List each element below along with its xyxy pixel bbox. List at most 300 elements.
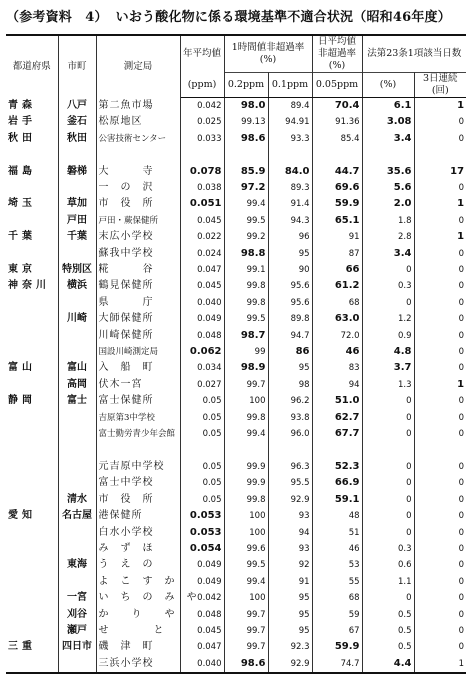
title-text: いおう酸化物に係る環境基準不適合状況（昭和46年度）	[115, 10, 451, 25]
table-row	[6, 557, 466, 573]
consec-cell: 1	[457, 231, 465, 243]
consec-cell: 0	[458, 609, 465, 620]
consec-cell: 0	[458, 412, 465, 423]
p005-cell: 68	[312, 590, 362, 606]
p005-cell: 72.0	[312, 328, 362, 344]
header-pref: 都道府県	[6, 35, 58, 98]
station-cell: 入 船 町	[96, 360, 180, 376]
city-cell: 富山	[58, 360, 96, 376]
law-cell: 1.3	[362, 377, 414, 393]
station-cell: う え の	[96, 557, 180, 573]
annual-cell: 0.053	[180, 508, 224, 524]
p005-cell: 70.4	[312, 98, 362, 115]
p01-cell: 95	[268, 607, 312, 623]
consec-cell	[414, 443, 466, 459]
station-cell: 公害技術センター	[96, 131, 180, 147]
annual-cell: 0.05	[180, 475, 224, 491]
city-cell	[58, 443, 96, 459]
p02-cell: 99.5	[224, 557, 268, 573]
consec-cell: 0	[458, 133, 465, 144]
p01-cell: 92.3	[268, 639, 312, 655]
city-cell	[58, 246, 96, 262]
city-cell	[58, 295, 96, 311]
table-row	[6, 623, 466, 639]
p005-cell: 55	[312, 574, 362, 590]
station-cell: 市 役 所	[96, 196, 180, 212]
pref-cell	[6, 410, 58, 426]
pref-cell: 青森	[6, 98, 58, 115]
table-row	[6, 131, 466, 147]
table-row	[6, 607, 466, 623]
header-consec-label: 3日連続	[423, 73, 458, 84]
law-cell: 0.6	[362, 557, 414, 573]
pref-cell: 岩手	[6, 114, 58, 130]
consec-cell: 0	[458, 281, 465, 292]
header-station: 測定局	[96, 35, 180, 98]
annual-cell: 0.062	[180, 344, 224, 360]
consec-cell: 0	[458, 625, 465, 636]
table-row	[6, 246, 466, 262]
p01-cell: 96.2	[268, 393, 312, 409]
annual-cell: 0.053	[180, 525, 224, 541]
station-cell	[96, 147, 180, 163]
table-row	[6, 164, 466, 180]
p005-cell: 53	[312, 557, 362, 573]
station-cell: か り や	[96, 607, 180, 623]
p02-cell: 98.6	[224, 656, 268, 673]
header-daily-unit: (%)	[328, 60, 346, 71]
p005-cell: 66	[312, 262, 362, 278]
header-daily	[312, 35, 362, 73]
p01-cell: 86	[268, 344, 312, 360]
table-row	[6, 196, 466, 212]
pref-cell: 富山	[6, 360, 58, 376]
p02-cell: 99.8	[224, 278, 268, 294]
p02-cell: 99.8	[224, 492, 268, 508]
law-cell: 0.9	[362, 328, 414, 344]
table-row	[6, 262, 466, 278]
annual-cell: 0.024	[180, 246, 224, 262]
city-cell: 戸田	[58, 213, 96, 229]
pref-cell	[6, 426, 58, 442]
p02-cell: 98.9	[224, 360, 268, 376]
law-cell: 0	[362, 410, 414, 426]
table-row	[6, 574, 466, 590]
p02-cell: 99	[224, 344, 268, 360]
p01-cell: 98	[268, 377, 312, 393]
consec-cell: 0	[458, 593, 465, 604]
p005-cell: 66.9	[312, 475, 362, 491]
consec-cell: 0	[458, 183, 465, 194]
pref-cell	[6, 246, 58, 262]
station-cell: 白水小学校	[96, 525, 180, 541]
table-row	[6, 180, 466, 196]
p005-cell: 52.3	[312, 459, 362, 475]
station-cell: 第二魚市場	[96, 98, 180, 115]
table-row	[6, 426, 466, 442]
pref-cell	[6, 574, 58, 590]
annual-cell: 0.042	[180, 590, 224, 606]
law-cell: 35.6	[362, 164, 414, 180]
city-cell: 秋田	[58, 131, 96, 147]
consec-cell: 0	[458, 527, 465, 538]
annual-cell: 0.049	[180, 557, 224, 573]
law-cell: 2.0	[362, 196, 414, 212]
pref-cell	[6, 443, 58, 459]
pref-cell	[6, 623, 58, 639]
pref-cell	[6, 328, 58, 344]
law-cell: 2.8	[362, 229, 414, 245]
law-cell: 0.3	[362, 541, 414, 557]
table-row	[6, 459, 466, 475]
annual-cell: 0.033	[180, 131, 224, 147]
station-cell: よ こ す か	[96, 574, 180, 590]
p01-cell	[268, 443, 312, 459]
table-row	[6, 639, 466, 655]
pref-cell: 神奈川	[6, 278, 58, 294]
city-cell	[58, 574, 96, 590]
p01-cell: 96.3	[268, 459, 312, 475]
station-cell: い ち の み や	[96, 590, 180, 606]
header-annual-unit: (ppm)	[180, 73, 224, 98]
table-header	[6, 35, 466, 98]
p02-cell: 99.1	[224, 262, 268, 278]
city-cell: 磐梯	[58, 164, 96, 180]
compliance-table	[6, 34, 466, 674]
p01-cell: 92.9	[268, 656, 312, 673]
p02-cell: 99.7	[224, 639, 268, 655]
header-law-unit: (%)	[362, 73, 414, 98]
p02-cell: 85.9	[224, 164, 268, 180]
pref-cell	[6, 590, 58, 606]
consec-cell: 1	[457, 198, 465, 210]
p01-cell: 95.6	[268, 278, 312, 294]
table-row	[6, 590, 466, 606]
annual-cell: 0.047	[180, 639, 224, 655]
law-cell: 0.5	[362, 607, 414, 623]
p01-cell: 93	[268, 508, 312, 524]
p02-cell: 99.4	[224, 196, 268, 212]
city-cell: 草加	[58, 196, 96, 212]
p01-cell: 96	[268, 229, 312, 245]
p005-cell: 61.2	[312, 278, 362, 294]
city-cell	[58, 147, 96, 163]
pref-cell	[6, 557, 58, 573]
city-cell: 釜石	[58, 114, 96, 130]
pref-cell	[6, 344, 58, 360]
p005-cell: 67.7	[312, 426, 362, 442]
annual-cell	[180, 147, 224, 163]
p01-cell: 95	[268, 360, 312, 376]
p02-cell	[224, 147, 268, 163]
p02-cell: 99.6	[224, 541, 268, 557]
pref-cell	[6, 180, 58, 196]
city-cell: 川崎	[58, 311, 96, 327]
table-body	[6, 98, 466, 674]
station-cell: 富士保健所	[96, 393, 180, 409]
p02-cell: 99.7	[224, 377, 268, 393]
p005-cell: 94	[312, 377, 362, 393]
annual-cell: 0.049	[180, 311, 224, 327]
annual-cell: 0.027	[180, 377, 224, 393]
law-cell: 0	[362, 590, 414, 606]
table-row	[6, 360, 466, 376]
station-cell: 港保健所	[96, 508, 180, 524]
p02-cell: 98.0	[224, 98, 268, 115]
p01-cell: 89.8	[268, 311, 312, 327]
table-row	[6, 492, 466, 508]
p01-cell: 95	[268, 623, 312, 639]
pref-cell: 秋田	[6, 131, 58, 147]
p02-cell: 99.7	[224, 623, 268, 639]
annual-cell: 0.040	[180, 656, 224, 673]
consec-cell: 0	[458, 265, 465, 276]
p005-cell: 59.1	[312, 492, 362, 508]
law-cell: 0	[362, 475, 414, 491]
annual-cell: 0.048	[180, 328, 224, 344]
city-cell: 高岡	[58, 377, 96, 393]
station-cell: 糀 谷	[96, 262, 180, 278]
pref-cell: 福島	[6, 164, 58, 180]
annual-cell: 0.042	[180, 98, 224, 115]
annual-cell: 0.048	[180, 607, 224, 623]
pref-cell	[6, 459, 58, 475]
header-consec-unit: (回)	[431, 85, 449, 96]
p01-cell: 92.9	[268, 492, 312, 508]
annual-cell	[180, 443, 224, 459]
p02-cell: 99.7	[224, 607, 268, 623]
header-city: 市町	[58, 35, 96, 98]
pref-cell: 埼玉	[6, 196, 58, 212]
consec-cell: 1	[457, 378, 465, 390]
table-row	[6, 393, 466, 409]
city-cell	[58, 475, 96, 491]
annual-cell: 0.045	[180, 623, 224, 639]
p01-cell: 93	[268, 541, 312, 557]
consec-cell: 0	[458, 396, 465, 407]
annual-cell: 0.051	[180, 196, 224, 212]
pref-cell	[6, 295, 58, 311]
consec-cell: 0	[458, 297, 465, 308]
pref-cell	[6, 311, 58, 327]
pref-cell	[6, 525, 58, 541]
consec-cell: 0	[458, 494, 465, 505]
p01-cell: 92	[268, 557, 312, 573]
header-law: 法第23条1項該当日数	[362, 35, 466, 73]
consec-cell	[414, 147, 466, 163]
city-cell: 一宮	[58, 590, 96, 606]
law-cell: 4.8	[362, 344, 414, 360]
header-daily-label: 日平均値非超過率	[318, 36, 357, 59]
consec-cell: 0	[458, 248, 465, 259]
table-row	[6, 475, 466, 491]
consec-cell: 0	[458, 347, 465, 358]
station-cell	[96, 443, 180, 459]
pref-cell: 千葉	[6, 229, 58, 245]
p005-cell: 65.1	[312, 213, 362, 229]
city-cell: 特別区	[58, 262, 96, 278]
p005-cell: 59.9	[312, 639, 362, 655]
station-cell: 富士勤労青少年会館	[96, 426, 180, 442]
city-cell: 東海	[58, 557, 96, 573]
p02-cell: 99.8	[224, 410, 268, 426]
table-row	[6, 311, 466, 327]
p01-cell: 95	[268, 246, 312, 262]
station-cell: 富士中学校	[96, 475, 180, 491]
p02-cell: 99.13	[224, 114, 268, 130]
annual-cell: 0.05	[180, 426, 224, 442]
annual-cell: 0.05	[180, 410, 224, 426]
consec-cell: 0	[458, 511, 465, 522]
pref-cell: 東京	[6, 262, 58, 278]
city-cell: 四日市	[58, 639, 96, 655]
annual-cell: 0.05	[180, 459, 224, 475]
pref-cell: 三重	[6, 639, 58, 655]
p01-cell	[268, 147, 312, 163]
city-cell: 清水	[58, 492, 96, 508]
table-row	[6, 508, 466, 524]
law-cell	[362, 147, 414, 163]
spacer-row	[6, 443, 466, 459]
city-cell: 横浜	[58, 278, 96, 294]
city-cell: 刈谷	[58, 607, 96, 623]
spacer-row	[6, 147, 466, 163]
consec-cell: 0	[458, 543, 465, 554]
consec-cell: 0	[458, 478, 465, 489]
p005-cell	[312, 443, 362, 459]
station-cell: 県 庁	[96, 295, 180, 311]
table-row	[6, 295, 466, 311]
p02-cell	[224, 443, 268, 459]
table-row	[6, 377, 466, 393]
station-cell: 伏木一宮	[96, 377, 180, 393]
table-row	[6, 344, 466, 360]
city-cell	[58, 410, 96, 426]
p01-cell: 94	[268, 525, 312, 541]
p005-cell: 68	[312, 295, 362, 311]
p02-cell: 97.2	[224, 180, 268, 196]
p02-cell: 100	[224, 508, 268, 524]
law-cell: 3.08	[362, 114, 414, 130]
p005-cell: 67	[312, 623, 362, 639]
station-cell: 戸田・蕨保健所	[96, 213, 180, 229]
p005-cell: 83	[312, 360, 362, 376]
consec-cell: 17	[450, 165, 465, 177]
header-annual: 年平均値	[180, 35, 224, 73]
header-consec	[414, 73, 466, 98]
station-cell: 鶴見保健所	[96, 278, 180, 294]
p005-cell: 91	[312, 229, 362, 245]
consec-cell: 0	[458, 642, 465, 653]
pref-cell	[6, 656, 58, 673]
pref-cell	[6, 541, 58, 557]
law-cell: 0	[362, 492, 414, 508]
law-cell: 0.5	[362, 623, 414, 639]
p005-cell: 85.4	[312, 131, 362, 147]
p005-cell: 59.9	[312, 196, 362, 212]
consec-cell: 0	[458, 117, 465, 128]
consec-cell: 1	[414, 656, 466, 673]
p01-cell: 90	[268, 262, 312, 278]
pref-cell	[6, 607, 58, 623]
p005-cell: 51	[312, 525, 362, 541]
law-cell: 0.3	[362, 278, 414, 294]
law-cell: 3.4	[362, 131, 414, 147]
annual-cell: 0.05	[180, 393, 224, 409]
law-cell: 0	[362, 295, 414, 311]
city-cell	[58, 525, 96, 541]
table-row	[6, 410, 466, 426]
table-row	[6, 656, 466, 673]
law-cell: 3.4	[362, 246, 414, 262]
consec-cell: 0	[458, 314, 465, 325]
p02-cell: 99.9	[224, 475, 268, 491]
station-cell: 吉原第3中学校	[96, 410, 180, 426]
p005-cell: 51.0	[312, 393, 362, 409]
law-cell: 3.7	[362, 360, 414, 376]
p005-cell: 59	[312, 607, 362, 623]
p01-cell: 93.8	[268, 410, 312, 426]
law-cell: 0	[362, 426, 414, 442]
pref-cell	[6, 147, 58, 163]
pref-cell	[6, 377, 58, 393]
station-cell: 蘇我中学校	[96, 246, 180, 262]
header-hourly	[224, 35, 312, 73]
annual-cell: 0.025	[180, 114, 224, 130]
pref-cell	[6, 213, 58, 229]
law-cell: 1.1	[362, 574, 414, 590]
p02-cell: 100	[224, 590, 268, 606]
law-cell: 1.8	[362, 213, 414, 229]
law-cell: 1.2	[362, 311, 414, 327]
table-row	[6, 541, 466, 557]
header-hourly-label: 1時間値非超過率	[231, 42, 305, 53]
p01-cell: 91.4	[268, 196, 312, 212]
table-row	[6, 278, 466, 294]
p02-cell: 98.7	[224, 328, 268, 344]
station-cell: 一 の 沢	[96, 180, 180, 196]
p005-cell: 87	[312, 246, 362, 262]
header-p005: 0.05ppm	[312, 73, 362, 98]
p005-cell: 44.7	[312, 164, 362, 180]
consec-cell: 0	[458, 429, 465, 440]
p02-cell: 98.6	[224, 131, 268, 147]
table-row	[6, 98, 466, 115]
law-cell: 0	[362, 459, 414, 475]
station-cell: 磯 津 町	[96, 639, 180, 655]
consec-cell: 0	[458, 560, 465, 571]
p02-cell: 99.5	[224, 311, 268, 327]
station-cell: 元吉原中学校	[96, 459, 180, 475]
city-cell: 千葉	[58, 229, 96, 245]
annual-cell: 0.040	[180, 295, 224, 311]
law-cell: 0	[362, 393, 414, 409]
law-cell: 4.4	[362, 656, 414, 673]
annual-cell: 0.045	[180, 278, 224, 294]
p02-cell: 99.9	[224, 459, 268, 475]
p02-cell: 100	[224, 525, 268, 541]
p02-cell: 99.8	[224, 295, 268, 311]
document-title	[6, 6, 459, 25]
station-cell: 市 役 所	[96, 492, 180, 508]
city-cell	[58, 541, 96, 557]
annual-cell: 0.022	[180, 229, 224, 245]
city-cell: 富士	[58, 393, 96, 409]
p01-cell: 95.5	[268, 475, 312, 491]
header-p01: 0.1ppm	[268, 73, 312, 98]
p01-cell: 91	[268, 574, 312, 590]
p01-cell: 96.0	[268, 426, 312, 442]
